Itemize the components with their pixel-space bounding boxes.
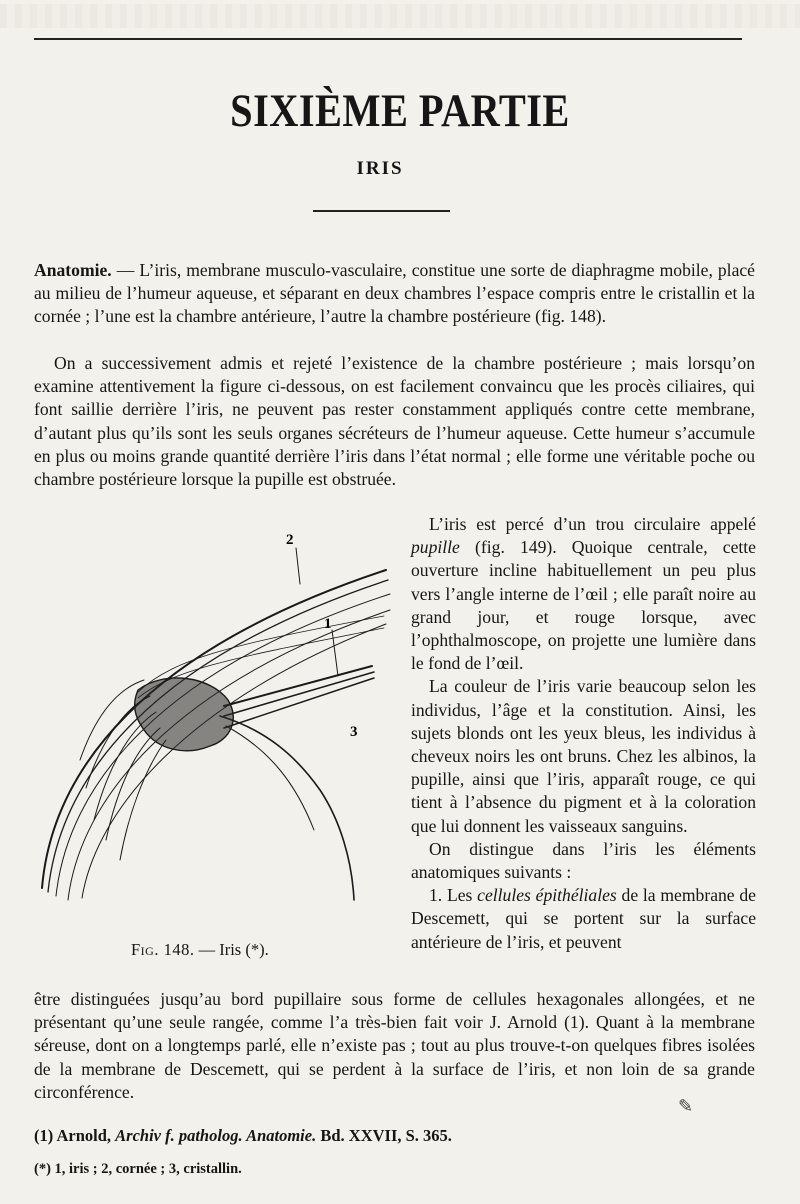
- paragraph-elements: On distingue dans l’iris les éléments anatomiques suivants :: [411, 838, 756, 883]
- paragraph-cellules-italic: cellules épithéliales: [477, 885, 617, 906]
- footnote-figure-legend: (*) 1, iris ; 2, cornée ; 3, cristallin.: [34, 1161, 242, 1177]
- paragraph-couleur: La couleur de l’iris varie beaucoup selon les individus, l’âge et la constitution. Ainsi, les sujets blonds ont les yeux bleus, les individus à cheveux noirs les ont bruns. Chez les albinos, la pupille, ainsi que l’iris, apparaît rouge, ce qui tient à l’absence du pigment et à la coloration que lui donnent les vaisseaux sanguins.: [411, 676, 756, 836]
- footnote-1-a: (1) Arnold,: [34, 1126, 116, 1145]
- footnote-1-b: Bd. XXVII, S. 365.: [316, 1126, 452, 1145]
- paragraph-cellules: [411, 884, 756, 954]
- paragraph-cellules-continued: être distinguées jusqu’au bord pupillaire sous forme de cellules hexagonales allongées, et ne présentant qu’une seule rangée, comme l’a très-bien fait voir J. Arnold (1). Quant à la membrane séreuse, dont on a longtemps parlé, elle n’existe pas ; tout au plus trouve-t-on quelques fibres isolées de la membrane de Descemett, qui se perdent à la surface de l’iris, et non loin de sa grande circonférence.: [34, 989, 755, 1102]
- section-rule: [313, 210, 450, 212]
- footnote-1: [34, 1126, 754, 1146]
- paragraph-cellules-a: 1. Les: [429, 885, 478, 906]
- figure-label-2: 2: [286, 532, 294, 548]
- figure-iris: [34, 520, 406, 910]
- right-column: [411, 513, 756, 954]
- paragraph-text: — L’iris, membrane musculo-vasculaire, constitue une sorte de diaphragme mobile, placé au milieu de l’humeur aqueuse, et séparant en deux chambres l’espace compris entre le cristallin et la cornée ; l’une est la chambre antérieure, l’autre la chambre postérieure (fig. 148).: [34, 260, 755, 327]
- figure-label-1: 1: [324, 616, 332, 632]
- paragraph-lead: Anatomie.: [34, 260, 112, 280]
- bleed-through-top: [0, 4, 800, 28]
- iris-diagram: [34, 520, 406, 910]
- figure-caption: [131, 940, 269, 960]
- paragraph-chambre-posterieure: On a successivement admis et rejeté l’existence de la chambre postérieure ; mais lorsqu’on examine attentivement la figure ci-dessous, on est facilement convaincu que les procès ciliaires, qui font saillie derrière l’iris, ne peuvent pas rester constamment appliqués contre cette membrane, d’autant plus qu’ils sont les seuls organes sécréteurs de l’humeur aqueuse. Cette humeur s’accumule en plus ou moins grande quantité derrière l’iris dans l’état normal ; elle forme une véritable poche ou chambre postérieure lorsque la pupille est obstruée.: [34, 353, 755, 490]
- section-title: IRIS: [356, 158, 404, 179]
- paragraph-pupille: [411, 513, 756, 675]
- figure-caption-number: Fig. 148.: [131, 940, 195, 959]
- footnote-1-italic: Archiv f. patholog. Anatomie.: [115, 1126, 317, 1145]
- paragraph-pupille-italic: pupille: [411, 537, 460, 558]
- top-rule: [34, 38, 742, 40]
- ink-mark: ✎: [678, 1096, 694, 1116]
- paragraph-pupille-a: L’iris est percé d’un trou circulaire appelé: [429, 514, 756, 534]
- figure-label-3: 3: [350, 724, 358, 740]
- paragraph-pupille-b: (fig. 149). Quoique centrale, cette ouverture incline habituellement un peu plus vers l’angle interne de l’œil ; elle paraît noire au grand jour, et rouge lorsque, avec l’ophthalmoscope, on projette une lumière dans le fond de l’œil.: [411, 537, 756, 674]
- paragraph-cellules-b: de la membrane de Descemett, qui se portent sur la surface antérieure de l’iris, et peuvent: [411, 885, 756, 952]
- part-title: SIXIÈME PARTIE: [230, 85, 570, 137]
- figure-caption-text: — Iris (*).: [194, 940, 269, 959]
- paragraph-anatomie: [34, 259, 755, 329]
